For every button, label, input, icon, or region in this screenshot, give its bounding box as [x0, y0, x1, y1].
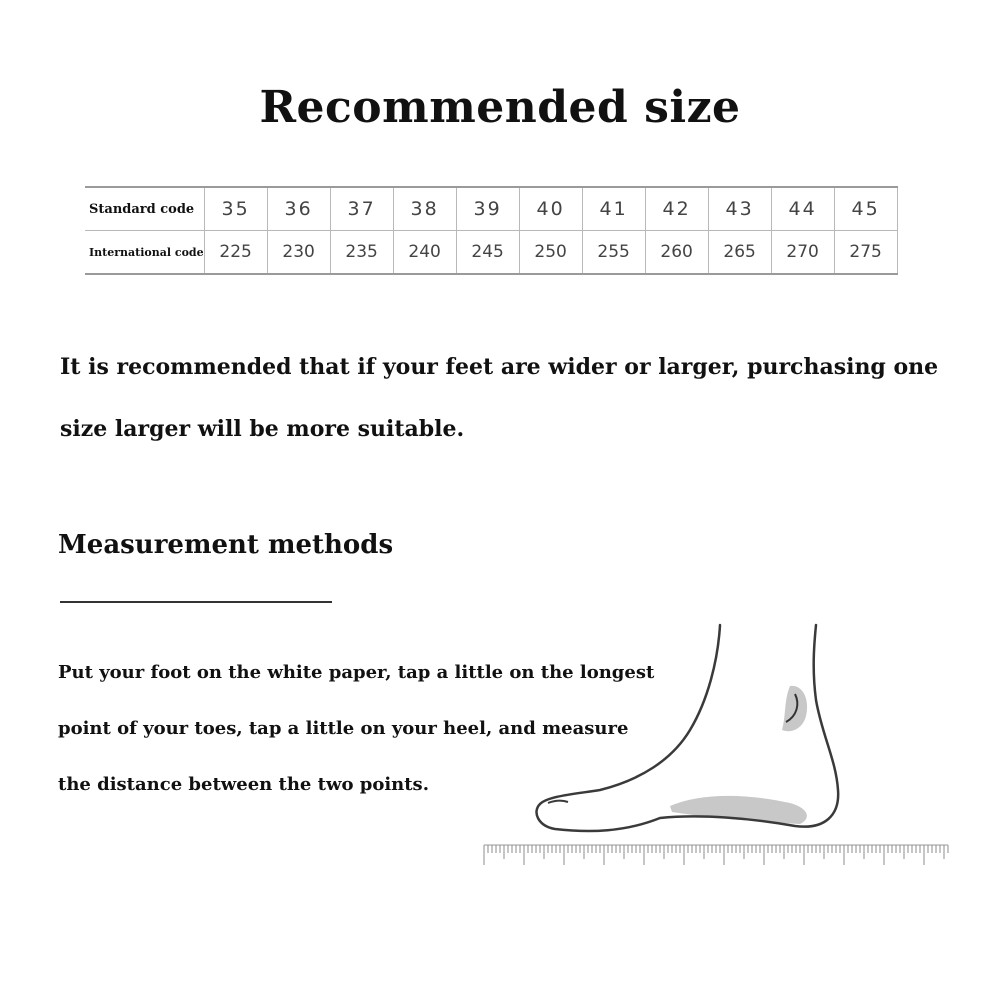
table-cell: 43 [708, 187, 771, 231]
arch-shade [670, 796, 807, 824]
table-row-standard [85, 187, 897, 231]
row-label-international: International code [89, 245, 204, 259]
recommendation-note [60, 336, 940, 460]
table-cell: 240 [393, 231, 456, 275]
table-cell: 235 [330, 231, 393, 275]
table-cell: 42 [645, 187, 708, 231]
size-table [85, 186, 898, 275]
foot-measure-icon [470, 615, 970, 885]
table-cell: 270 [771, 231, 834, 275]
table-cell: 255 [582, 231, 645, 275]
instruction-line: point of your toes, tap a little on your heel, and measure [58, 718, 629, 739]
table-cell: 250 [519, 231, 582, 275]
table-cell: 39 [456, 187, 519, 231]
recommendation-line: It is recommended that if your feet are wider or larger, purchasing one [60, 354, 939, 380]
table-cell: 37 [330, 187, 393, 231]
table-cell: 44 [771, 187, 834, 231]
table-cell: 265 [708, 231, 771, 275]
ankle-shade [782, 686, 807, 731]
measurement-heading: Measurement methods [58, 530, 394, 560]
table-cell: 41 [582, 187, 645, 231]
table-cell: 260 [645, 231, 708, 275]
table-cell: 275 [834, 231, 897, 275]
table-cell: 38 [393, 187, 456, 231]
heading-divider [60, 601, 332, 603]
page-title: Recommended size [259, 82, 741, 133]
table-cell: 45 [834, 187, 897, 231]
table-cell: 245 [456, 231, 519, 275]
table-cell: 230 [267, 231, 330, 275]
table-cell: 35 [204, 187, 267, 231]
toe-line [548, 801, 568, 803]
table-row-international [85, 231, 897, 275]
table-cell: 40 [519, 187, 582, 231]
instruction-line: the distance between the two points. [58, 774, 429, 795]
ruler-ticks [484, 845, 948, 865]
table-cell: 36 [267, 187, 330, 231]
row-label-standard: Standard code [85, 187, 204, 231]
recommendation-line: size larger will be more suitable. [60, 416, 465, 442]
instruction-line: Put your foot on the white paper, tap a little on the longest [58, 662, 655, 683]
table-cell: 225 [204, 231, 267, 275]
